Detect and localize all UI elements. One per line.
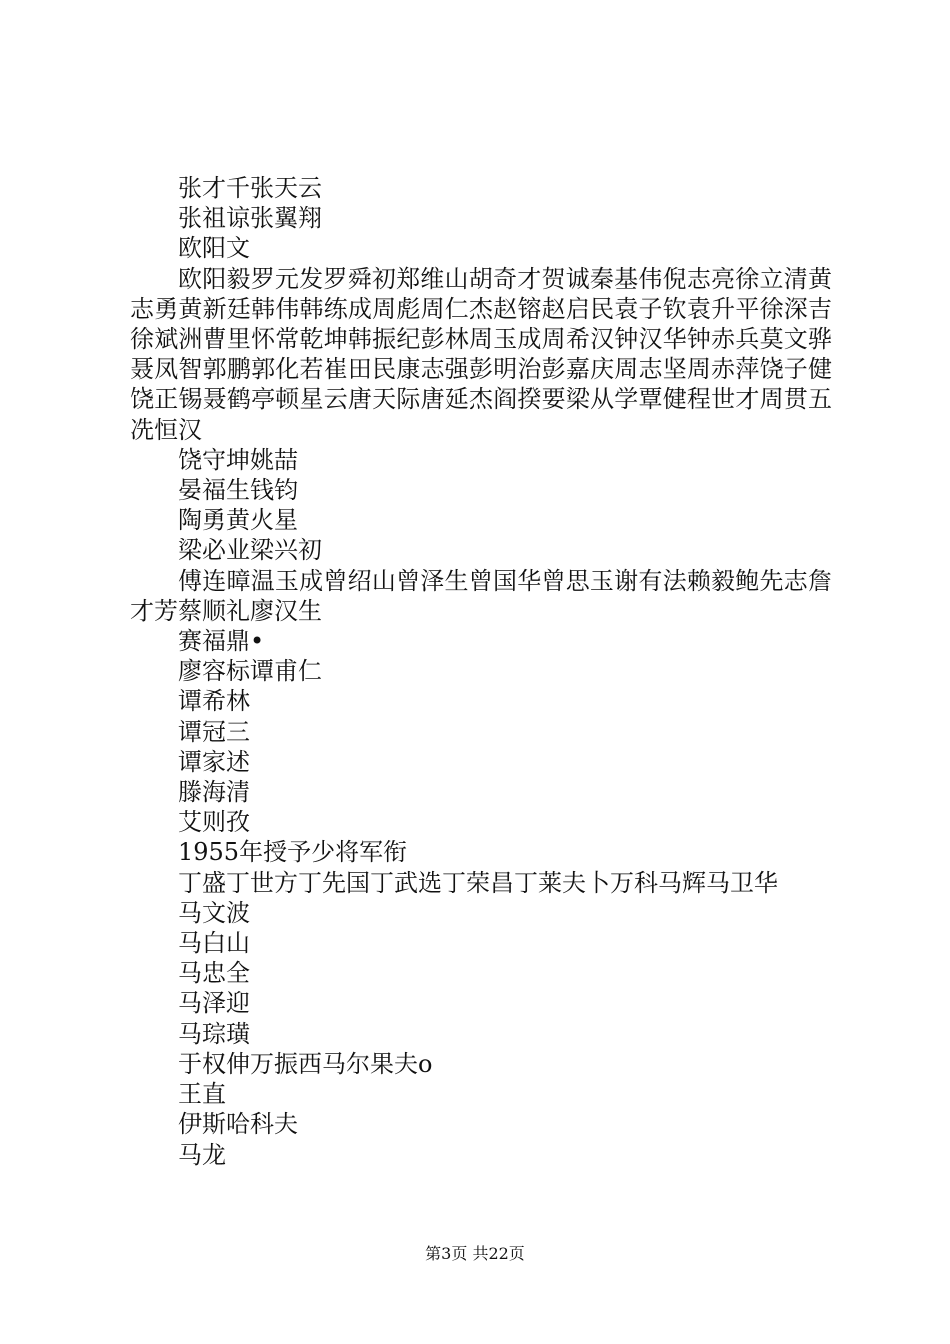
text-line: 伊斯哈科夫 [178,1110,298,1139]
page-footer [0,1241,950,1264]
text-line: 张祖谅张翼翔 [178,204,322,233]
text-line: 于权伸万振西马尔果夫o [178,1049,433,1078]
text-line: 马琮璜 [178,1019,250,1048]
text-line: 谭希林 [178,687,250,716]
text-line: 张才千张天云 [178,174,322,202]
text-line: 马文波 [178,898,250,927]
text-line: 王直 [178,1080,226,1109]
text-line: 艾则孜 [178,808,250,837]
page-number: 第3页 共22页 [425,1244,525,1263]
text-line: 谭冠三 [178,717,250,746]
text-line: 梁必业梁兴初 [178,536,322,565]
text-line: 丁盛丁世方丁先国丁武选丁荣昌丁莱夫卜万科马辉马卫华 [178,868,778,897]
text-line: 马泽迎 [178,989,250,1018]
text-line: 谭家述 [178,747,250,776]
text-line: 马白山 [178,929,250,958]
text-line: 滕海清 [178,778,250,807]
text-line: 陶勇黄火星 [178,506,298,535]
text-line: 马忠全 [178,959,250,988]
text-line: 赛福鼎• [178,627,265,656]
text-line: 欧阳文 [178,234,250,263]
text-line: 马龙 [178,1140,226,1169]
text-line: 晏福生钱钧 [178,476,298,505]
text-line: 饶守坤姚喆 [178,445,298,474]
section-heading: 1955年授予少将军衔 [178,838,408,867]
text-paragraph: 傅连暲温玉成曾绍山曾泽生曾国华曾思玉谢有法赖毅鲍先志詹才芳蔡顺礼廖汉生 [130,566,832,625]
text-line: 廖容标谭甫仁 [178,657,322,686]
text-paragraph: 欧阳毅罗元发罗舜初郑维山胡奇才贺诚秦基伟倪志亮徐立清黄志勇黄新廷韩伟韩练成周彪周仁杰赵镕赵启民袁子钦袁升平徐深吉徐斌洲曹里怀常乾坤韩振纪彭林周玉成周希汉钟汉华钟赤兵莫文骅聂凤智郭鹏郭化若崔田民康志强彭明治彭嘉庆周志坚周赤萍饶子健饶正锡聂鹤亭顿星云唐天际唐延杰阎揆要梁从学覃健程世才周贯五冼恒汉 [130,264,832,444]
document-body [130,173,832,1170]
